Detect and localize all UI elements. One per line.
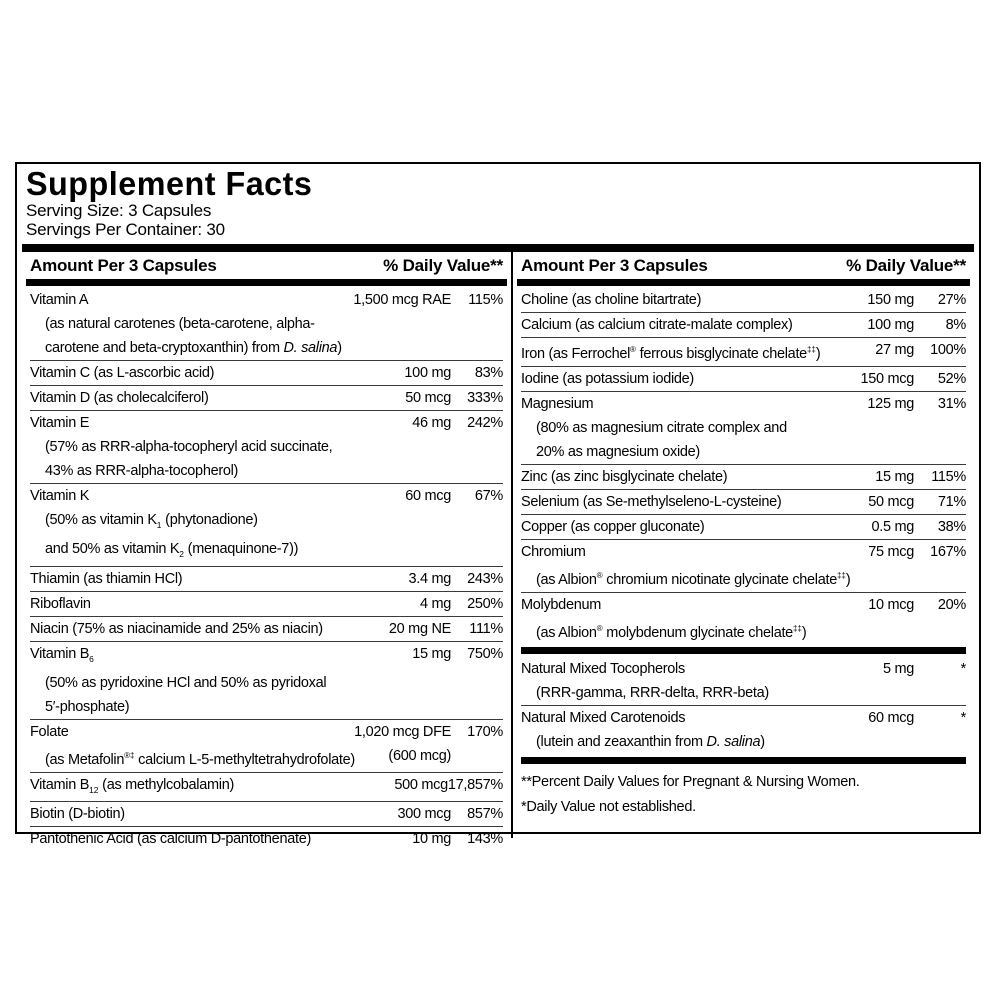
nutrient-amount: 300 mcg — [397, 806, 451, 823]
nutrient-subtext: (57% as RRR-alpha-tocopheryl acid succinate, — [45, 439, 333, 455]
nutrient-dv: 31% — [937, 395, 966, 412]
dv-spacer — [914, 440, 966, 464]
nutrient-dv: 52% — [937, 370, 966, 387]
nutrient-amount: 10 mcg — [868, 596, 914, 613]
nutrient-dv: 167% — [930, 543, 966, 560]
nutrient-name: Pantothenic Acid (as calcium D-pantothenate) — [30, 831, 311, 848]
footnote-daily-values: **Percent Daily Values for Pregnant & Nursing Women. — [521, 774, 860, 791]
nutrient-dv: 750% — [467, 645, 503, 662]
nutrient-rows-right — [517, 286, 970, 764]
nutrient-amount: 1,500 mcg RAE — [353, 292, 451, 308]
table-row — [30, 801, 503, 826]
nutrient-name: Zinc (as zinc bisglycinate chelate) — [521, 468, 728, 485]
serving-size: Serving Size: 3 Capsules — [26, 201, 212, 220]
table-row — [30, 410, 503, 435]
nutrient-name: Iron (as Ferrochel® ferrous bisglycinate chelate‡‡) — [521, 345, 821, 362]
nutrient-subtext: (as Albion® molybdenum glycinate chelate‡‡) — [536, 623, 807, 641]
dv-spacer — [451, 537, 503, 566]
table-subrow — [30, 671, 503, 695]
separator-bar-section — [521, 757, 966, 764]
table-row — [30, 826, 503, 851]
table-row — [521, 464, 966, 489]
nutrient-name: Riboflavin — [30, 595, 91, 612]
dv-spacer — [451, 744, 503, 772]
supplement-facts-label — [15, 162, 981, 848]
dv-spacer — [914, 416, 966, 440]
nutrient-dv: 115% — [468, 292, 503, 308]
nutrient-subtext: carotene and beta-cryptoxanthin) from D. salina) — [45, 340, 342, 356]
nutrient-dv: 67% — [474, 488, 503, 504]
nutrient-name: Vitamin $B_{12}$ (as methylcobalamin) — [30, 776, 234, 795]
nutrient-name: Natural Mixed Tocopherols — [521, 661, 685, 678]
dv-spacer — [451, 508, 503, 537]
table-row — [521, 288, 966, 312]
nutrient-name: Folate — [30, 723, 69, 740]
table-row — [521, 539, 966, 564]
table-row — [30, 719, 503, 744]
nutrient-dv: 143% — [467, 831, 503, 848]
table-row — [30, 483, 503, 508]
nutrient-amount: 100 mg — [867, 317, 914, 333]
nutrient-amount: 500 mcg — [394, 776, 448, 793]
nutrient-amount: 4 mg — [419, 595, 451, 612]
table-subrow — [30, 508, 503, 537]
nutrient-subtext: (lutein and zeaxanthin from D. salina) — [536, 734, 765, 751]
dv-spacer — [451, 336, 503, 360]
table-subrow — [521, 416, 966, 440]
table-subrow — [521, 730, 966, 754]
nutrient-dv: 71% — [937, 493, 966, 510]
nutrient-dv: 243% — [467, 570, 503, 587]
separator-bar-section — [521, 647, 966, 654]
separator-bar-top — [22, 244, 974, 252]
nutrient-subtext: 5′-phosphate) — [45, 698, 130, 715]
nutrient-dv: 333% — [467, 390, 503, 406]
nutrient-subtext: (as Metafolin®‡ calcium L-5-methyltetrahydrofolate) — [45, 750, 355, 768]
table-subrow — [30, 312, 503, 336]
table-subrow — [30, 695, 503, 719]
nutrient-amount: 15 mg — [875, 468, 914, 485]
nutrient-name: Vitamin K — [30, 488, 90, 504]
nutrient-dv: 111% — [469, 620, 503, 637]
nutrient-amount: 0.5 mg — [871, 518, 914, 535]
nutrient-subtext: 20% as magnesium oxide) — [536, 443, 700, 460]
table-row — [30, 288, 503, 312]
nutrient-amount: 5 mg — [882, 661, 914, 678]
separator-bar-header — [517, 279, 970, 286]
nutrient-dv: 100% — [930, 342, 966, 358]
table-row — [521, 489, 966, 514]
table-row — [30, 616, 503, 641]
nutrient-dv: 38% — [937, 518, 966, 535]
table-row — [521, 657, 966, 681]
nutrient-dv: 250% — [467, 595, 503, 612]
dv-spacer — [451, 312, 503, 336]
table-subrow — [30, 537, 503, 566]
column-header-amount: Amount Per 3 Capsules — [30, 256, 217, 275]
nutrient-name: Vitamin $B_6$ — [30, 645, 94, 664]
column-header-amount: Amount Per 3 Capsules — [521, 256, 708, 275]
dv-spacer — [914, 681, 966, 705]
label-title: Supplement Facts — [26, 165, 313, 202]
table-row — [30, 566, 503, 591]
nutrient-amount: 150 mcg — [860, 370, 914, 387]
table-row — [521, 592, 966, 617]
nutrient-amount: 50 mcg — [868, 493, 914, 510]
nutrient-name: Iodine (as potassium iodide) — [521, 370, 694, 387]
facts-columns — [22, 252, 974, 848]
nutrient-dv: 27% — [937, 292, 966, 308]
nutrient-amount: 100 mg — [404, 365, 451, 381]
nutrient-amount: 15 mg — [412, 645, 451, 662]
nutrient-amount: 1,020 mcg DFE — [354, 723, 451, 740]
nutrient-name: Molybdenum — [521, 596, 602, 613]
nutrient-name: Vitamin E — [30, 415, 90, 431]
nutrient-amount: 125 mg — [867, 395, 914, 412]
nutrient-amount: 27 mg — [875, 342, 914, 358]
servings-per-container: Servings Per Container: 30 — [26, 220, 225, 239]
table-row — [521, 312, 966, 337]
nutrient-amount: 75 mcg — [868, 543, 914, 560]
table-row — [521, 705, 966, 730]
nutrient-amount: 60 mcg — [405, 488, 451, 504]
footnotes — [517, 767, 970, 820]
nutrient-name: Biotin (D-biotin) — [30, 806, 125, 823]
column-header-right — [517, 252, 970, 279]
nutrient-dv: 20% — [937, 596, 966, 613]
facts-column-left — [22, 252, 513, 848]
nutrient-dv: 115% — [931, 468, 966, 485]
nutrient-name: Vitamin C (as L-ascorbic acid) — [30, 365, 215, 381]
nutrient-amount: 10 mg — [412, 831, 451, 848]
nutrient-subtext: (50% as vitamin $K_1$ (phytonadione) — [45, 512, 258, 530]
table-row — [30, 772, 503, 802]
facts-column-right — [513, 252, 974, 838]
table-subrow — [30, 744, 503, 772]
nutrient-subtext: (50% as pyridoxine HCl and 50% as pyridoxal — [45, 674, 327, 691]
nutrient-dv: 8% — [945, 317, 966, 333]
nutrient-dv: 83% — [474, 365, 503, 381]
table-row — [30, 360, 503, 385]
nutrient-dv: 170% — [467, 723, 503, 740]
column-header-left — [26, 252, 507, 279]
table-row — [30, 385, 503, 410]
nutrient-name: Natural Mixed Carotenoids — [521, 710, 686, 727]
table-subrow — [521, 617, 966, 645]
nutrient-dv: * — [960, 661, 966, 678]
table-subrow — [521, 564, 966, 592]
nutrient-name: Niacin (75% as niacinamide and 25% as niacin) — [30, 620, 323, 637]
dv-spacer — [451, 695, 503, 719]
nutrient-subamount: (600 mcg) — [388, 747, 451, 764]
table-subrow — [521, 440, 966, 464]
nutrient-amount: 3.4 mg — [408, 570, 451, 587]
footnote-not-established: *Daily Value not established. — [521, 799, 696, 816]
nutrient-subtext: (as Albion® chromium nicotinate glycinate chelate‡‡) — [536, 570, 851, 588]
dv-spacer — [451, 459, 503, 483]
nutrient-subtext: (80% as magnesium citrate complex and — [536, 419, 787, 436]
separator-bar-header — [26, 279, 507, 286]
nutrient-dv: 242% — [467, 415, 503, 431]
nutrient-name: Vitamin A — [30, 292, 89, 308]
nutrient-subtext: 43% as RRR-alpha-tocopherol) — [45, 463, 239, 479]
dv-spacer — [914, 730, 966, 754]
nutrient-amount: 20 mg NE — [388, 620, 451, 637]
table-row — [521, 391, 966, 416]
dv-spacer — [451, 435, 503, 459]
nutrient-name: Thiamin (as thiamin HCl) — [30, 570, 183, 587]
table-subrow — [30, 459, 503, 483]
nutrient-amount: 46 mg — [412, 415, 451, 431]
nutrient-subtext: (RRR-gamma, RRR-delta, RRR-beta) — [536, 685, 769, 702]
nutrient-dv: 17,857% — [447, 776, 503, 793]
nutrient-subtext: and 50% as vitamin $K_2$ (menaquinone-7)) — [45, 540, 299, 559]
table-row — [30, 641, 503, 671]
nutrient-name: Calcium (as calcium citrate-malate complex) — [521, 317, 793, 333]
nutrient-subtext: (as natural carotenes (beta-carotene, alpha- — [45, 316, 315, 332]
nutrient-amount: 50 mcg — [405, 390, 451, 406]
nutrient-name: Selenium (as Se-methylseleno-L-cysteine) — [521, 493, 782, 510]
nutrient-name: Chromium — [521, 543, 586, 560]
table-row — [521, 337, 966, 366]
nutrient-name: Choline (as choline bitartrate) — [521, 292, 702, 308]
table-subrow — [521, 681, 966, 705]
dv-spacer — [914, 564, 966, 592]
table-row — [30, 591, 503, 616]
table-subrow — [30, 435, 503, 459]
dv-spacer — [914, 617, 966, 645]
dv-spacer — [451, 671, 503, 695]
table-subrow — [30, 336, 503, 360]
nutrient-name: Vitamin D (as cholecalciferol) — [30, 390, 209, 406]
nutrient-amount: 150 mg — [867, 292, 914, 308]
nutrient-dv: * — [960, 710, 966, 727]
column-header-daily-value: % Daily Value** — [383, 256, 503, 275]
table-row — [521, 514, 966, 539]
nutrient-name: Copper (as copper gluconate) — [521, 518, 705, 535]
nutrient-dv: 857% — [467, 806, 503, 823]
nutrient-rows-left — [26, 286, 507, 851]
column-header-daily-value: % Daily Value** — [846, 256, 966, 275]
nutrient-name: Magnesium — [521, 395, 594, 412]
nutrient-amount: 60 mcg — [868, 710, 914, 727]
table-row — [521, 366, 966, 391]
